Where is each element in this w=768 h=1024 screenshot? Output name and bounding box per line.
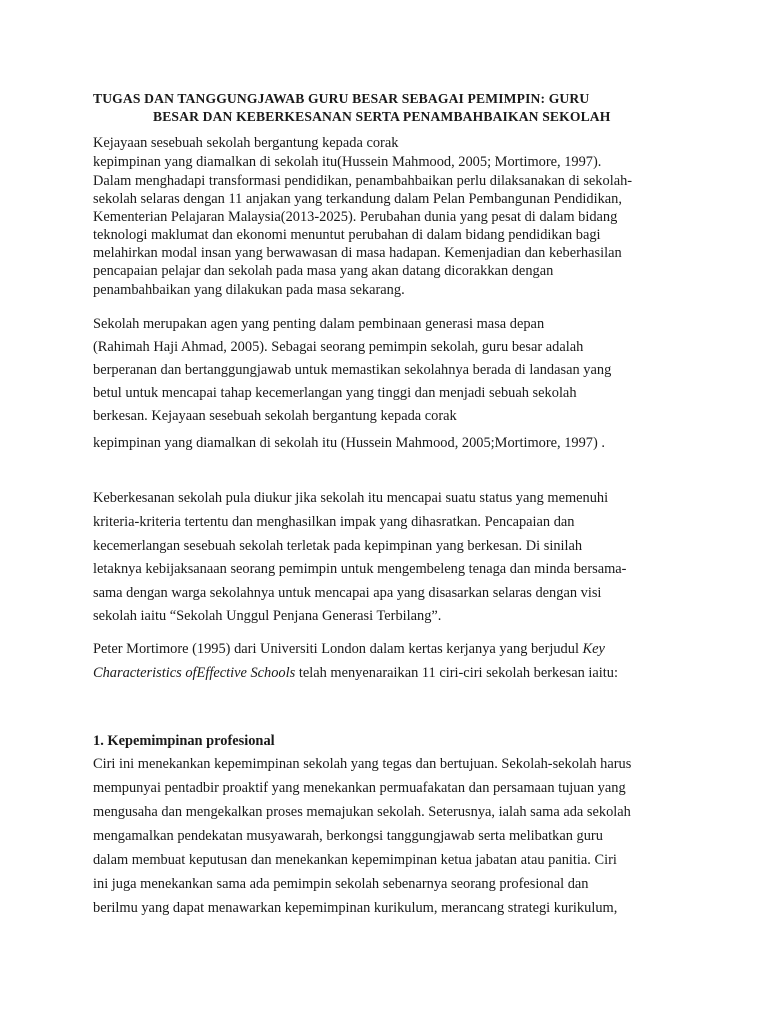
paragraph-2-line: kepimpinan yang diamalkan di sekolah itu (Hussein Mahmood, 2005;Mortimore, 1997) .	[93, 435, 605, 451]
paragraph-1-line: penambahbaikan yang dilakukan pada masa sekarang.	[93, 282, 405, 298]
paragraph-3-line: sama dengan warga sekolahnya untuk mencapai apa yang disasarkan selaras dengan visi	[93, 585, 602, 601]
section-1-line: dalam membuat keputusan dan menekankan kepemimpinan ketua jabatan atau panitia. Ciri	[93, 852, 617, 868]
paragraph-3-line: kriteria-kriteria tertentu dan menghasilkan impak yang dihasratkan. Pencapaian dan	[93, 514, 575, 530]
paragraph-4-text: Peter Mortimore (1995) dari Universiti London dalam kertas kerjanya yang berjudul	[93, 641, 583, 657]
paragraph-3-line: kecemerlangan sesebuah sekolah terletak pada kepimpinan yang berkesan. Di sinilah	[93, 538, 583, 554]
paragraph-4-line-1	[93, 640, 605, 658]
paragraph-2-line: (Rahimah Haji Ahmad, 2005). Sebagai seorang pemimpin sekolah, guru besar adalah	[93, 339, 584, 355]
section-1-line: mengusaha dan mengekalkan proses memajukan sekolah. Seterusnya, ialah sama ada sekolah	[93, 804, 631, 820]
section-heading: 1. Kepemimpinan profesional	[93, 733, 275, 749]
paragraph-2-line: Sekolah merupakan agen yang penting dalam pembinaan generasi masa depan	[93, 316, 545, 332]
paragraph-2-line: berkesan. Kejayaan sesebuah sekolah bergantung kepada corak	[93, 408, 457, 424]
paragraph-1-line: pencapaian pelajar dan sekolah pada masa yang akan datang dicorakkan dengan	[93, 263, 554, 279]
paper-title-italic: Characteristics ofEffective Schools	[93, 665, 296, 681]
paragraph-2-line: betul untuk mencapai tahap kecemerlangan yang tinggi dan menjadi sebuah sekolah	[93, 385, 577, 401]
paragraph-1-line: teknologi maklumat dan ekonomi menuntut perubahan di dalam bidang pendidikan bagi	[93, 227, 601, 243]
section-1-line: berilmu yang dapat menawarkan kepemimpinan kurikulum, merancang strategi kurikulum,	[93, 900, 618, 916]
document-title-line-2: BESAR DAN KEBERKESANAN SERTA PENAMBAHBAIKAN SEKOLAH	[153, 109, 611, 124]
section-1-line: ini juga menekankan sama ada pemimpin sekolah sebenarnya seorang profesional dan	[93, 876, 589, 892]
section-1-line: mempunyai pentadbir proaktif yang menekankan permuafakatan dan persamaan tujuan yang	[93, 780, 626, 796]
paragraph-2-line: berperanan dan bertanggungjawab untuk memastikan sekolahnya berada di landasan yang	[93, 362, 612, 378]
section-1-line: Ciri ini menekankan kepemimpinan sekolah yang tegas dan bertujuan. Sekolah-sekolah harus	[93, 756, 632, 772]
paper-title-italic: Key	[582, 641, 605, 657]
paragraph-3-line: Keberkesanan sekolah pula diukur jika sekolah itu mencapai suatu status yang memenuhi	[93, 490, 609, 506]
paragraph-1-line: sekolah selaras dengan 11 anjakan yang terkandung dalam Pelan Pembangunan Pendidikan,	[93, 191, 622, 207]
paragraph-4-line-2	[93, 664, 618, 682]
paragraph-1-line: melahirkan modal insan yang berwawasan di masa hadapan. Kemenjadian dan keberhasilan	[93, 245, 622, 261]
paragraph-3-line: sekolah iaitu “Sekolah Unggul Penjana Generasi Terbilang”.	[93, 608, 442, 624]
paragraph-3-line: letaknya kebijaksanaan seorang pemimpin untuk mengembeleng tenaga dan minda bersama-	[93, 561, 627, 577]
paragraph-1-line: Dalam menghadapi transformasi pendidikan, penambahbaikan perlu dilaksanakan di sekolah-	[93, 173, 633, 189]
paragraph-1-line: Kejayaan sesebuah sekolah bergantung kepada corak	[93, 135, 399, 151]
paragraph-1-line: kepimpinan yang diamalkan di sekolah itu(Hussein Mahmood, 2005; Mortimore, 1997).	[93, 154, 602, 170]
paragraph-4-text: telah menyenaraikan 11 ciri-ciri sekolah berkesan iaitu:	[295, 665, 618, 681]
document-title-line-1: TUGAS DAN TANGGUNGJAWAB GURU BESAR SEBAGAI PEMIMPIN: GURU	[93, 91, 590, 106]
section-1-line: mengamalkan pendekatan musyawarah, berkongsi tanggungjawab serta melibatkan guru	[93, 828, 603, 844]
paragraph-1-line: Kementerian Pelajaran Malaysia(2013-2025). Perubahan dunia yang pesat di dalam bidang	[93, 209, 618, 225]
